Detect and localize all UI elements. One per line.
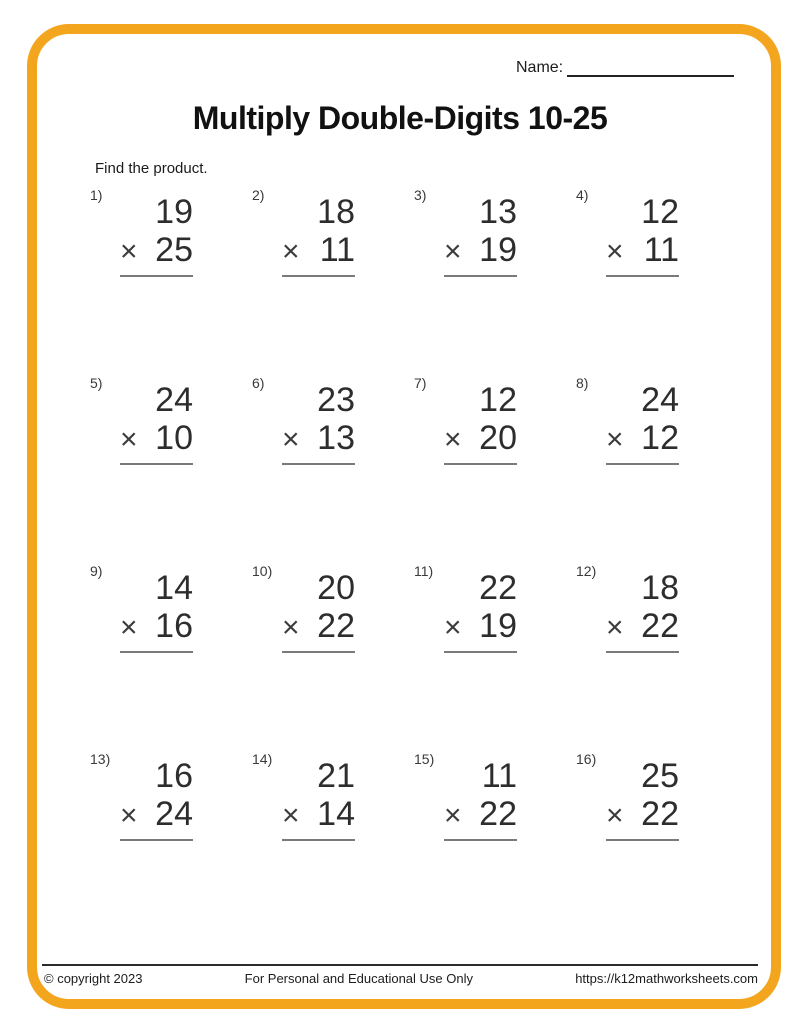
problem-number: 9) [90,563,103,579]
multiplier-row [444,231,517,271]
multiplier: 16 [155,607,193,645]
multiplier: 20 [479,419,517,457]
multiplication-sign: × [606,235,624,268]
name-blank-line [567,58,734,77]
multiplier: 10 [155,419,193,457]
copyright-text: © copyright 2023 [44,971,143,986]
multiplicand: 24 [155,381,193,419]
footer-divider [42,964,758,966]
problem-13 [90,749,195,859]
problem-number: 6) [252,375,265,391]
problem-number: 15) [414,751,435,767]
problem-11 [414,561,519,671]
multiplier-row [120,419,193,459]
usage-text: For Personal and Educational Use Only [244,971,474,986]
multiplication-sign: × [444,611,462,644]
multiplication-sign: × [120,423,138,456]
multiplier: 14 [317,795,355,833]
answer-line [606,275,679,277]
multiplication-sign: × [282,611,300,644]
answer-line [444,651,517,653]
problem-number: 8) [576,375,589,391]
name-field [516,58,734,77]
problem-number: 5) [90,375,103,391]
problem-number: 3) [414,187,427,203]
footer [44,971,758,986]
multiplier-row [444,607,517,647]
multiplier-row [606,607,679,647]
answer-line [282,275,355,277]
multiplier-row [120,607,193,647]
problems-grid [90,185,681,859]
problem-number: 13) [90,751,111,767]
multiplicand: 24 [641,381,679,419]
multiplication-sign: × [282,423,300,456]
name-label: Name: [516,59,564,76]
problem-14 [252,749,357,859]
problem-8 [576,373,681,483]
multiplication-sign: × [282,799,300,832]
multiplicand: 20 [317,569,355,607]
multiplier-row [606,231,679,271]
problem-12 [576,561,681,671]
multiplication-sign: × [606,611,624,644]
multiplicand: 18 [317,193,355,231]
multiplier: 22 [317,607,355,645]
multiplicand: 11 [481,757,517,795]
multiplier: 25 [155,231,193,269]
multiplier-row [120,231,193,271]
problem-number: 4) [576,187,589,203]
multiplication-sign: × [606,799,624,832]
problem-6 [252,373,357,483]
multiplicand: 21 [317,757,355,795]
multiplicand: 25 [641,757,679,795]
problem-number: 10) [252,563,273,579]
multiplicand: 12 [641,193,679,231]
multiplier: 19 [479,231,517,269]
multiplier: 22 [641,607,679,645]
multiplier: 19 [479,607,517,645]
answer-line [120,275,193,277]
problem-number: 2) [252,187,265,203]
problem-number: 11) [414,563,434,579]
multiplicand: 18 [641,569,679,607]
multiplier-row [282,419,355,459]
multiplier: 11 [319,231,355,269]
multiplier-row [120,795,193,835]
problem-4 [576,185,681,295]
multiplication-sign: × [120,611,138,644]
page-title: Multiply Double-Digits 10-25 [192,100,608,136]
multiplication-sign: × [120,799,138,832]
problem-number: 12) [576,563,597,579]
multiplier-row [282,607,355,647]
multiplication-sign: × [120,235,138,268]
multiplier-row [606,795,679,835]
multiplicand: 16 [155,757,193,795]
multiplier: 22 [641,795,679,833]
multiplicand: 13 [479,193,517,231]
multiplier: 24 [155,795,193,833]
answer-line [606,839,679,841]
problem-5 [90,373,195,483]
answer-line [444,463,517,465]
multiplier: 11 [643,231,679,269]
problem-number: 1) [90,187,103,203]
multiplier-row [282,795,355,835]
problem-7 [414,373,519,483]
answer-line [282,839,355,841]
multiplication-sign: × [282,235,300,268]
multiplication-sign: × [606,423,624,456]
multiplier-row [444,419,517,459]
multiplicand: 22 [479,569,517,607]
instruction-text: Find the product. [95,160,208,177]
multiplier: 22 [479,795,517,833]
answer-line [444,839,517,841]
multiplier: 13 [317,419,355,457]
multiplier-row [606,419,679,459]
problem-number: 7) [414,375,427,391]
multiplier-row [282,231,355,271]
multiplier-row [444,795,517,835]
multiplicand: 19 [155,193,193,231]
problem-number: 16) [576,751,597,767]
problem-number: 14) [252,751,273,767]
multiplicand: 12 [479,381,517,419]
answer-line [606,651,679,653]
answer-line [120,839,193,841]
problem-2 [252,185,357,295]
multiplication-sign: × [444,235,462,268]
problem-1 [90,185,195,295]
multiplication-sign: × [444,423,462,456]
multiplication-sign: × [444,799,462,832]
answer-line [282,651,355,653]
website-url: https://k12mathworksheets.com [575,971,758,986]
problem-16 [576,749,681,859]
problem-10 [252,561,357,671]
problem-9 [90,561,195,671]
answer-line [120,463,193,465]
multiplicand: 14 [155,569,193,607]
multiplier: 12 [641,419,679,457]
answer-line [444,275,517,277]
answer-line [120,651,193,653]
answer-line [282,463,355,465]
answer-line [606,463,679,465]
multiplicand: 23 [317,381,355,419]
problem-3 [414,185,519,295]
problem-15 [414,749,519,859]
